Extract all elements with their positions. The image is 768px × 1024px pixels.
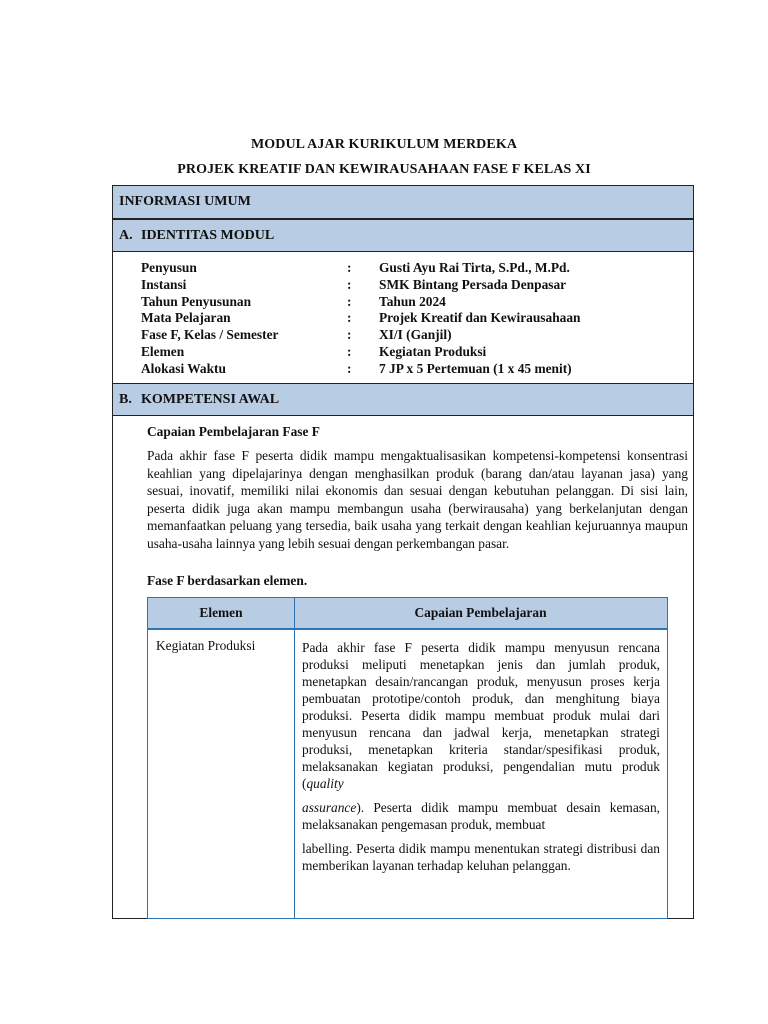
identity-label: Fase F, Kelas / Semester	[141, 327, 279, 343]
identity-row	[141, 310, 580, 327]
identity-label: Mata Pelajaran	[141, 310, 231, 326]
identity-row	[141, 327, 580, 344]
identity-label: Alokasi Waktu	[141, 360, 226, 376]
identity-label: Tahun Penyusunan	[141, 293, 252, 309]
identity-separator: :	[347, 327, 352, 343]
module-frame	[112, 185, 694, 919]
section-module-identity	[113, 219, 693, 252]
outcome-paragraph	[302, 799, 660, 833]
identity-value: Kegiatan Produksi	[379, 343, 487, 359]
identity-table	[141, 260, 580, 378]
learning-outcome-paragraph: Pada akhir fase F peserta didik mampu mengaktualisasikan kompetensi-kompetensi konsentrasi keahlian yang dipelajarinya dengan menghasilkan produk (barang dan/atau layanan jasa) yang sesuai, inovatif, memiliki nilai ekonomis dan sesuai dengan kebutuhan pelanggan. Di sisi lain, peserta didik juga akan mampu membangun usaha (berwirausaha) yang berkelanjutan dengan memanfaatkan peluang yang tersedia, baik usaha yang terkait dengan keahlian kejuruannya maupun usaha-usaha lainnya yang lebih sesuai dengan perkembangan pasar.	[147, 448, 688, 551]
column-header-element: Elemen	[199, 605, 243, 620]
identity-separator: :	[347, 293, 352, 309]
outcome-italic-term: quality	[306, 776, 344, 791]
learning-outcome-heading: Capaian Pembelajaran Fase F	[147, 424, 320, 439]
identity-row	[141, 260, 580, 277]
identity-value: 7 JP x 5 Pertemuan (1 x 45 menit)	[379, 360, 572, 376]
outcome-text: labelling. Peserta didik mampu menentukan strategi distribusi dan memberikan layanan terhadap keluhan pelanggan.	[302, 841, 660, 873]
outcome-paragraph	[302, 840, 660, 874]
identity-separator: :	[347, 360, 352, 376]
element-table-header	[148, 598, 667, 630]
identity-separator: :	[347, 310, 352, 326]
outcome-cell	[302, 639, 660, 874]
phase-element-heading: Fase F berdasarkan elemen.	[147, 573, 308, 588]
identity-separator: :	[347, 276, 352, 292]
identity-value: Gusti Ayu Rai Tirta, S.Pd., M.Pd.	[379, 260, 570, 275]
element-cell: Kegiatan Produksi	[156, 638, 256, 653]
outcome-italic-term: assurance	[302, 800, 357, 815]
identity-label: Instansi	[141, 276, 187, 292]
section-b-number: B.	[119, 392, 132, 407]
identity-value: Tahun 2024	[379, 293, 446, 309]
column-divider	[294, 598, 295, 918]
outcome-text: ). Peserta didik mampu membuat desain kemasan, melaksanakan pengemasan produk, membuat	[302, 800, 660, 832]
document-subtitle: PROJEK KREATIF DAN KEWIRAUSAHAAN FASE F KELAS XI	[177, 162, 591, 177]
element-outcome-table	[147, 597, 668, 919]
section-general-info-label: INFORMASI UMUM	[119, 194, 251, 209]
identity-separator: :	[347, 260, 352, 275]
document-title: MODUL AJAR KURIKULUM MERDEKA	[250, 137, 518, 152]
identity-row	[141, 294, 580, 311]
identity-row	[141, 361, 580, 378]
identity-value: SMK Bintang Persada Denpasar	[379, 276, 567, 292]
section-a-label: IDENTITAS MODUL	[141, 228, 275, 243]
identity-row	[141, 277, 580, 294]
section-general-info	[113, 186, 693, 219]
column-header-outcome: Capaian Pembelajaran	[414, 605, 547, 620]
identity-label: Elemen	[141, 343, 185, 359]
identity-value: XI/I (Ganjil)	[379, 327, 452, 343]
identity-separator: :	[347, 343, 352, 359]
outcome-text: Pada akhir fase F peserta didik mampu menyusun rencana produksi meliputi menetapkan jenis dan jumlah produk, menetapkan desain/rancangan produk, menyusun proses kerja pembuatan prototipe/contoh produk, dan menghitung biaya produksi. Peserta didik mampu membuat produk mulai dari menyusun rencana dan jadwal kerja, menetapkan strategi produksi, menetapkan kriteria standar/spesifikasi produk, melaksanakan kegiatan produksi, pengendalian mutu produk (	[302, 640, 660, 791]
identity-row	[141, 344, 580, 361]
outcome-paragraph	[302, 639, 660, 792]
section-b-label: KOMPETENSI AWAL	[141, 392, 280, 407]
section-initial-competence	[113, 383, 693, 416]
identity-value: Projek Kreatif dan Kewirausahaan	[379, 310, 581, 326]
identity-label: Penyusun	[141, 260, 197, 275]
section-a-number: A.	[119, 228, 133, 243]
